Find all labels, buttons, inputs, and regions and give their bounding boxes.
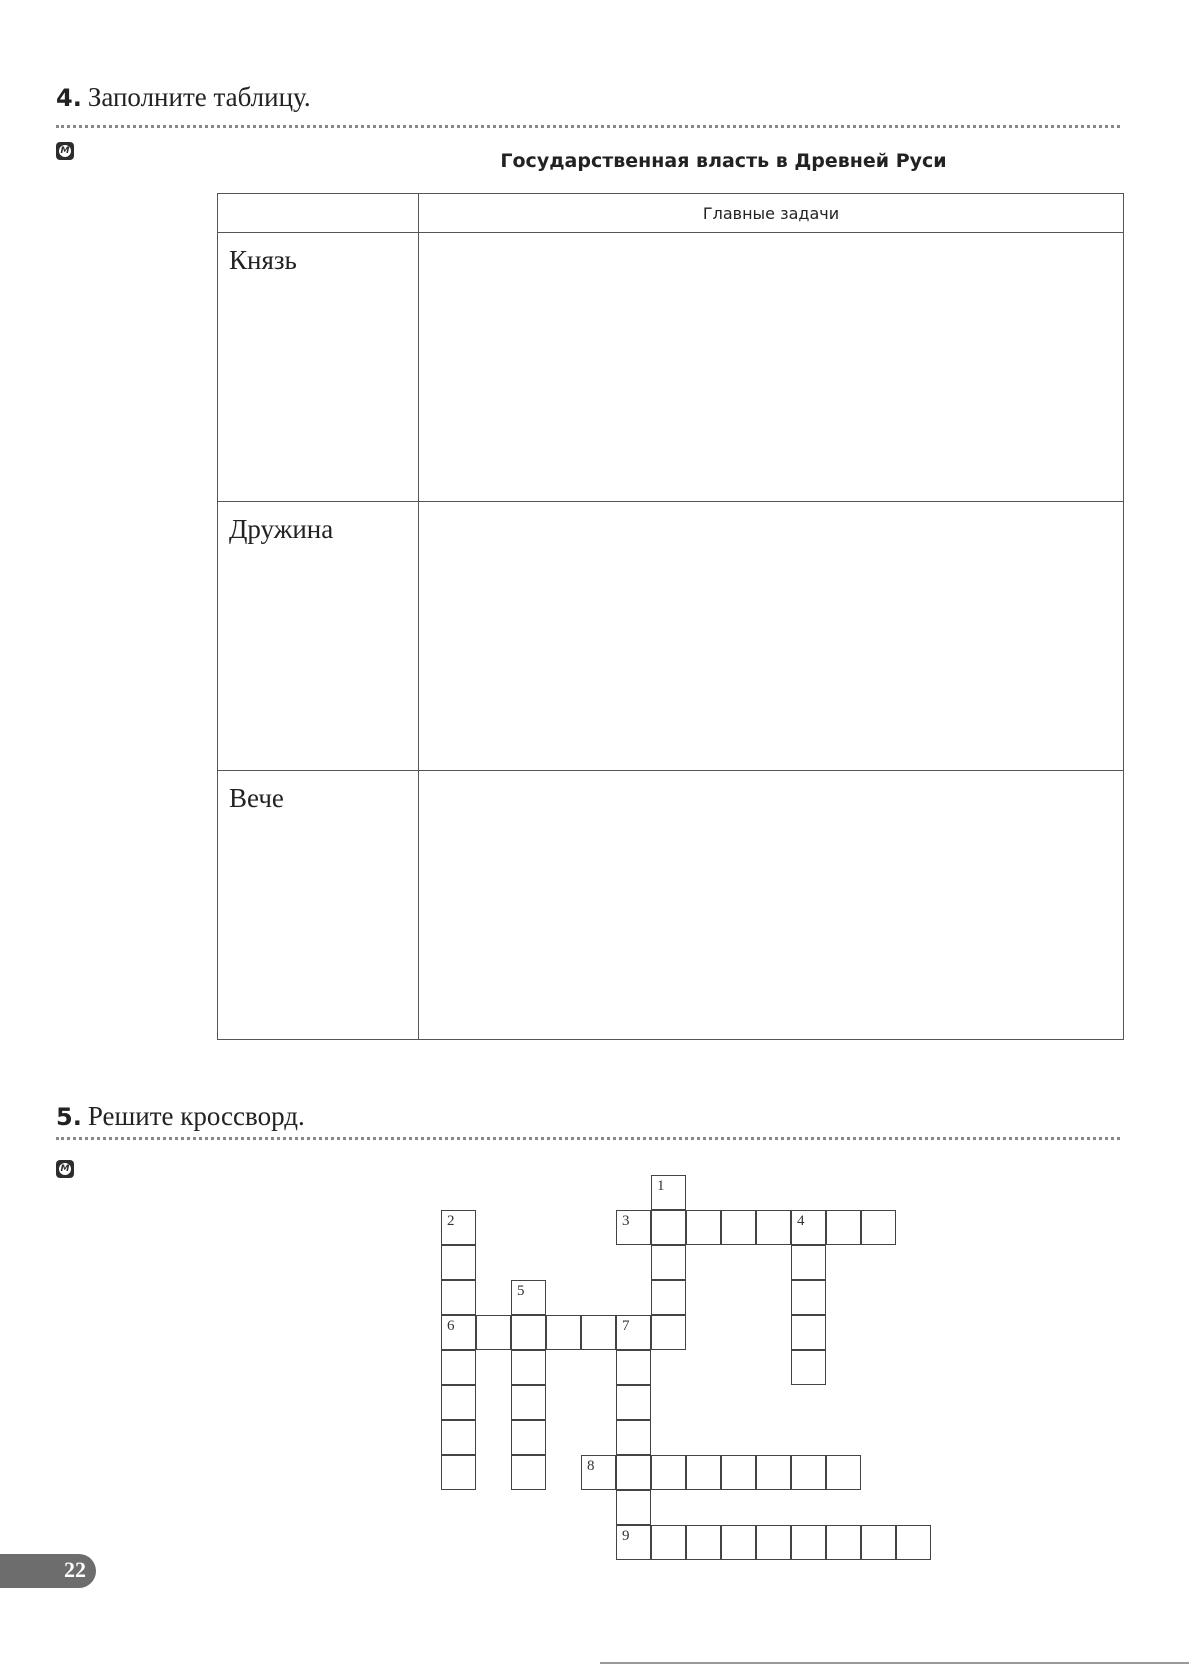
crossword-cell[interactable]	[651, 1210, 686, 1245]
crossword-cell[interactable]	[441, 1210, 476, 1245]
crossword-cell[interactable]	[511, 1455, 546, 1490]
task-4-number: 4.	[56, 84, 82, 112]
clue-number: 3	[622, 1213, 630, 1229]
crossword-cell[interactable]	[826, 1525, 861, 1560]
bottom-divider	[600, 1662, 1189, 1664]
crossword-cell[interactable]	[616, 1350, 651, 1385]
crossword-cell[interactable]	[441, 1420, 476, 1455]
crossword-cell[interactable]	[826, 1455, 861, 1490]
crossword-cell[interactable]	[791, 1525, 826, 1560]
crossword-cell[interactable]	[616, 1525, 651, 1560]
table-title: Государственная власть в Древней Руси	[500, 150, 947, 172]
crossword-cell[interactable]	[721, 1525, 756, 1560]
crossword-cell[interactable]	[476, 1315, 511, 1350]
crossword-cell[interactable]	[441, 1245, 476, 1280]
row-label-veche: Вече	[229, 783, 284, 813]
crossword-cell[interactable]	[581, 1315, 616, 1350]
crossword-cell[interactable]	[791, 1210, 826, 1245]
task-5-number: 5.	[56, 1103, 82, 1131]
crossword-cell[interactable]	[826, 1210, 861, 1245]
crossword-cell[interactable]	[651, 1455, 686, 1490]
crossword-cell[interactable]	[441, 1280, 476, 1315]
crossword-cell[interactable]	[651, 1175, 686, 1210]
m-marker-icon: M	[56, 142, 74, 160]
crossword-cell[interactable]	[651, 1245, 686, 1280]
crossword-cell[interactable]	[721, 1455, 756, 1490]
crossword-cell[interactable]	[511, 1385, 546, 1420]
crossword-cell[interactable]	[616, 1385, 651, 1420]
crossword-cell[interactable]	[441, 1455, 476, 1490]
crossword-cell[interactable]	[686, 1525, 721, 1560]
task-5-instruction: Решите кроссворд.	[87, 1101, 305, 1131]
crossword-cell[interactable]	[441, 1385, 476, 1420]
clue-number: 5	[517, 1283, 525, 1299]
table-header-main-tasks: Главные задачи	[419, 194, 1124, 233]
clue-number: 8	[587, 1458, 595, 1474]
crossword-cell[interactable]	[861, 1525, 896, 1560]
m-marker-icon: M	[56, 1160, 74, 1178]
task-4-instruction: Заполните таблицу.	[87, 82, 311, 112]
crossword-cell[interactable]	[511, 1350, 546, 1385]
crossword-cell[interactable]	[686, 1210, 721, 1245]
clue-number: 1	[657, 1178, 665, 1194]
clue-number: 4	[797, 1213, 805, 1229]
crossword-cell[interactable]	[686, 1455, 721, 1490]
crossword-cell[interactable]	[651, 1525, 686, 1560]
clue-number: 9	[622, 1528, 630, 1544]
crossword-cell[interactable]	[791, 1280, 826, 1315]
crossword-cell[interactable]	[651, 1280, 686, 1315]
clue-number: 6	[447, 1318, 455, 1334]
crossword-cell[interactable]	[616, 1210, 651, 1245]
crossword-cell[interactable]	[791, 1245, 826, 1280]
crossword-cell[interactable]	[546, 1315, 581, 1350]
crossword-cell[interactable]	[616, 1455, 651, 1490]
crossword-cell[interactable]	[581, 1455, 616, 1490]
crossword-cell[interactable]	[511, 1315, 546, 1350]
crossword-cell[interactable]	[756, 1455, 791, 1490]
row-label-druzhina: Дружина	[229, 514, 334, 544]
crossword-cell[interactable]	[511, 1420, 546, 1455]
crossword-cell[interactable]	[616, 1315, 651, 1350]
page-number-badge	[0, 1554, 96, 1588]
crossword-cell[interactable]	[756, 1210, 791, 1245]
crossword-cell[interactable]	[896, 1525, 931, 1560]
crossword-cell[interactable]	[511, 1280, 546, 1315]
crossword-cell[interactable]	[791, 1315, 826, 1350]
crossword-cell[interactable]	[791, 1350, 826, 1385]
crossword-cell[interactable]	[756, 1525, 791, 1560]
crossword-cell[interactable]	[616, 1420, 651, 1455]
row-label-prince: Князь	[229, 245, 297, 275]
crossword-cell[interactable]	[651, 1315, 686, 1350]
crossword-cell[interactable]	[791, 1455, 826, 1490]
clue-number: 2	[447, 1213, 455, 1229]
page-number: 22	[64, 1557, 86, 1582]
crossword-cell[interactable]	[441, 1350, 476, 1385]
crossword-cell[interactable]	[441, 1315, 476, 1350]
crossword-cell[interactable]	[861, 1210, 896, 1245]
crossword-cell[interactable]	[616, 1490, 651, 1525]
clue-number: 7	[622, 1318, 630, 1334]
crossword-cell[interactable]	[721, 1210, 756, 1245]
